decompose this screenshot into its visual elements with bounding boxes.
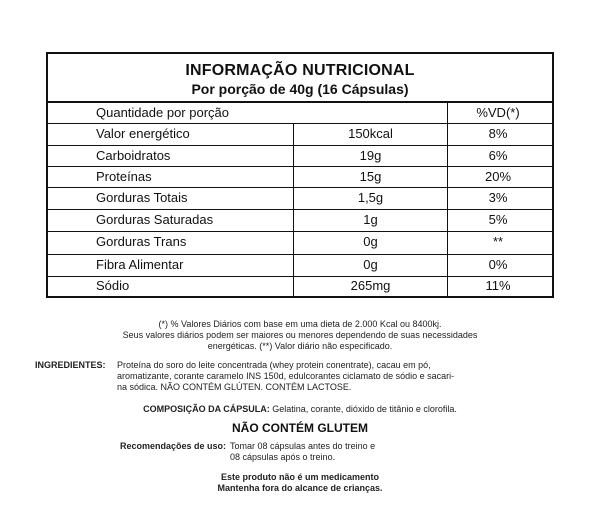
row-label: Valor energético [96,126,190,141]
row-vd: ** [492,234,504,249]
row-vd: 8% [488,126,508,141]
row-label: Proteínas [96,169,152,184]
ingredients-line: aromatizante, corante caramelo INS 150d, edulcorantes ciclamato de sódio e sacari- [117,371,455,381]
row-vd: 3% [488,190,508,205]
row-amount: 0g [363,234,378,249]
footnote-block [40,319,560,352]
table-title: INFORMAÇÃO NUTRICIONAL [185,62,415,79]
medicine-warning [0,472,600,494]
row-vd: 11% [485,278,511,293]
header-quantity-label: Quantidade por porção [96,105,229,120]
table-subtitle: Por porção de 40g (16 Cápsulas) [191,81,409,97]
warning-line: Este produto não é um medicamento [220,472,380,482]
row-label: Fibra Alimentar [96,257,184,272]
warning-line: Mantenha fora do alcance de crianças. [217,483,383,493]
gluten-warning: NÃO CONTÉM GLUTEM [232,421,368,435]
capsule-label: COMPOSIÇÃO DA CÁPSULA: [143,404,270,414]
ingredients-text [117,360,567,393]
row-label: Carboidratos [96,148,171,163]
row-label: Gorduras Trans [96,234,187,249]
row-amount: 150kcal [348,126,393,141]
usage-line: 08 cápsulas após o treino. [230,452,336,462]
usage-label: Recomendações de uso: [120,441,227,451]
ingredients-line: na sódica. NÃO CONTÉM GLÚTEN. CONTÉM LACTOSE. [117,382,352,392]
capsule-composition [0,404,600,415]
footnote-line: (*) % Valores Diários com base em uma dieta de 2.000 Kcal ou 8400kj. [158,319,442,329]
row-amount: 1g [363,212,378,227]
ingredients-line: Proteína do soro do leite concentrada (whey protein conentrate), cacau em pó, [117,360,431,370]
row-vd: 5% [488,212,508,227]
ingredients-label: INGREDIENTES: [35,360,106,370]
row-label: Sódio [96,278,130,293]
row-vd: 0% [488,257,508,272]
footnote-line: Seus valores diários podem ser maiores ou menores dependendo de suas necessidades [122,330,478,340]
row-amount: 19g [359,148,382,163]
row-vd: 6% [488,148,508,163]
row-label: Gorduras Saturadas [96,212,214,227]
nutrition-table [46,52,554,298]
row-vd: 20% [484,169,512,184]
row-amount: 1,5g [357,190,384,205]
row-amount: 0g [363,257,378,272]
row-amount: 15g [359,169,382,184]
header-vd-label: %VD(*) [476,105,520,120]
capsule-text: Gelatina, corante, dióxido de titânio e clorofila. [272,404,457,414]
footnote-line: energéticas. (**) Valor diário não especificado. [207,341,393,351]
usage-text [230,441,375,463]
row-label: Gorduras Totais [96,190,188,205]
row-amount: 265mg [350,278,391,293]
usage-line: Tomar 08 cápsulas antes do treino e [230,441,376,451]
